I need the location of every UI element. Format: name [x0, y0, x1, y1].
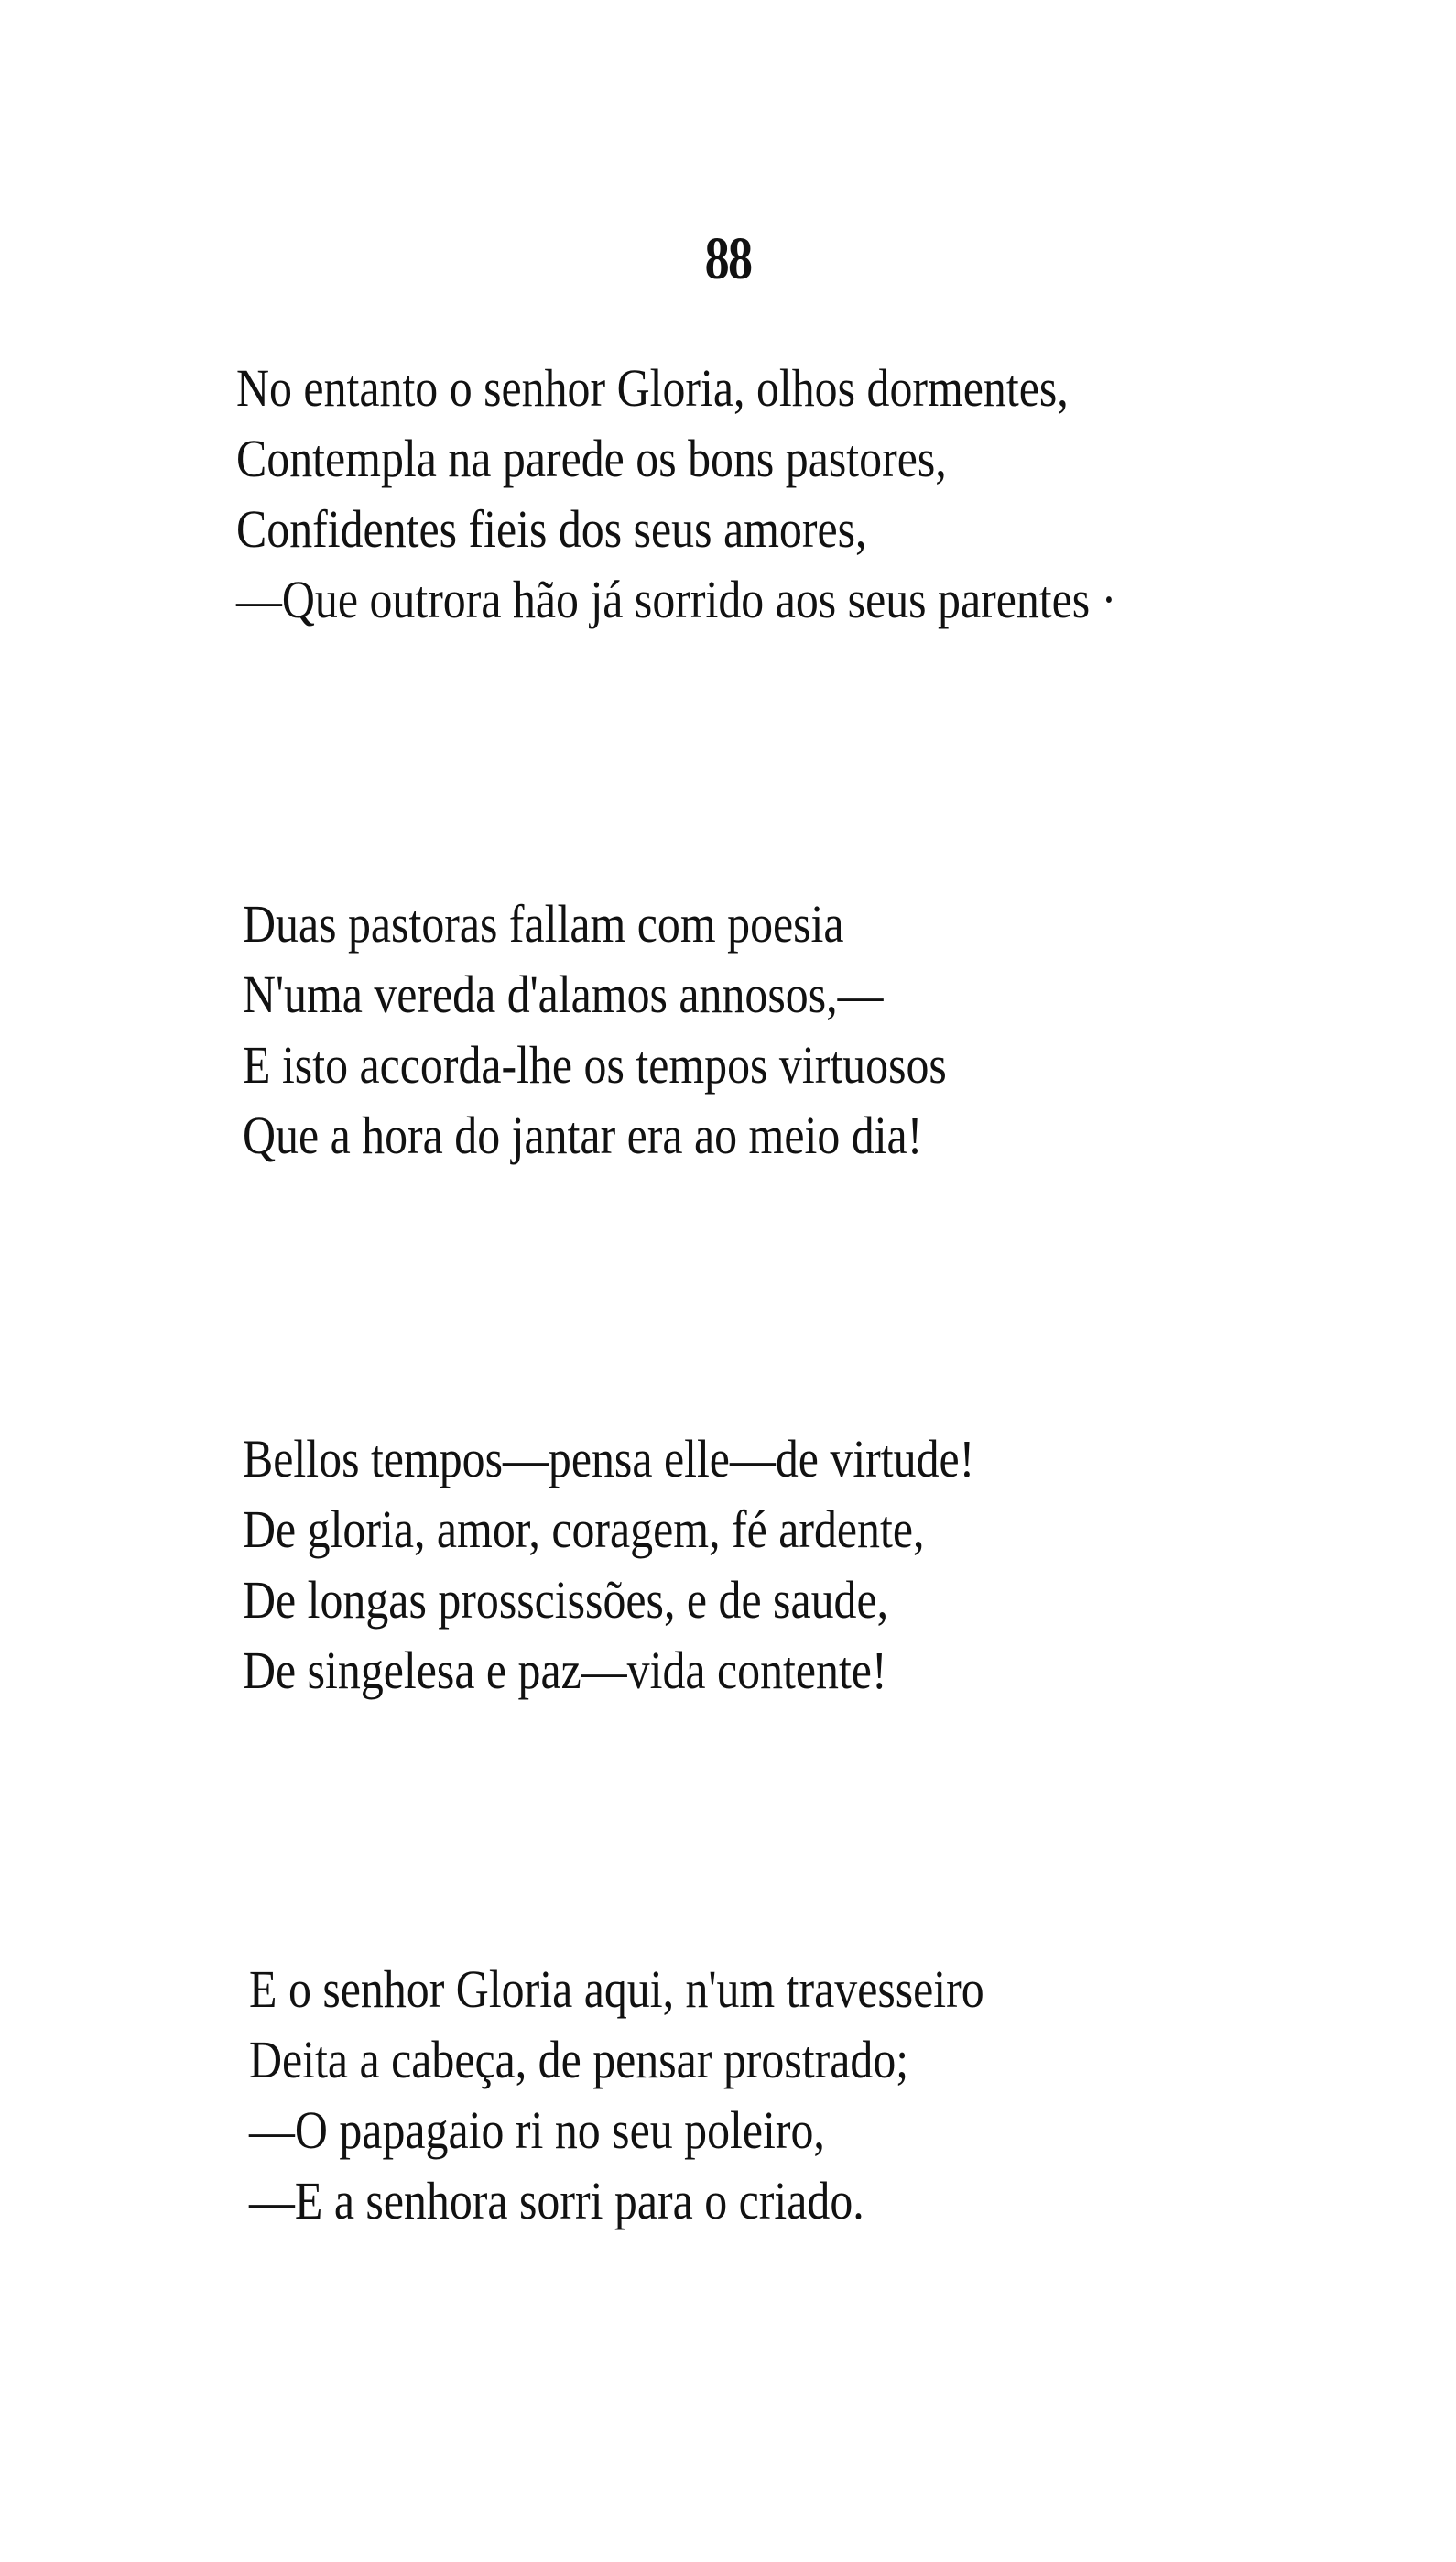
verse-line: Deita a cabeça, de pensar prostrado; [249, 2030, 909, 2089]
verse-line: —E a senhora sorri para o criado. [249, 2171, 864, 2230]
stanza-2 [243, 889, 1061, 1171]
verse-line: E o senhor Gloria aqui, n'um travesseiro [249, 1959, 984, 2019]
verse-line: Bellos tempos—pensa elle—de virtude! [243, 1429, 975, 1488]
verse-line: De longas prosscissões, e de saude, [243, 1570, 889, 1630]
verse-line: Confidentes fieis dos seus amores, [236, 499, 867, 559]
stanza-1 [236, 353, 1260, 635]
verse-line: —O papagaio ri no seu poleiro, [249, 2100, 825, 2160]
verse-line: E isto accorda-lhe os tempos virtuosos [243, 1035, 947, 1095]
page-number: 88 [704, 225, 752, 292]
verse-line: No entanto o senhor Gloria, olhos dormentes, [236, 358, 1069, 418]
verse-line: Que a hora do jantar era ao meio dia! [243, 1106, 923, 1165]
stanza-4 [249, 1954, 1103, 2236]
verse-line: Duas pastoras fallam com poesia [243, 894, 844, 954]
verse-line: N'uma vereda d'alamos annosos,— [243, 965, 884, 1024]
verse-line: De singelesa e paz—vida contente! [243, 1641, 887, 1700]
verse-line: —Que outrora hão já sorrido aos seus parentes · [236, 570, 1117, 629]
verse-line: Contempla na parede os bons pastores, [236, 429, 947, 488]
verse-line: De gloria, amor, coragem, fé ardente, [243, 1499, 925, 1559]
stanza-3 [243, 1423, 1093, 1706]
